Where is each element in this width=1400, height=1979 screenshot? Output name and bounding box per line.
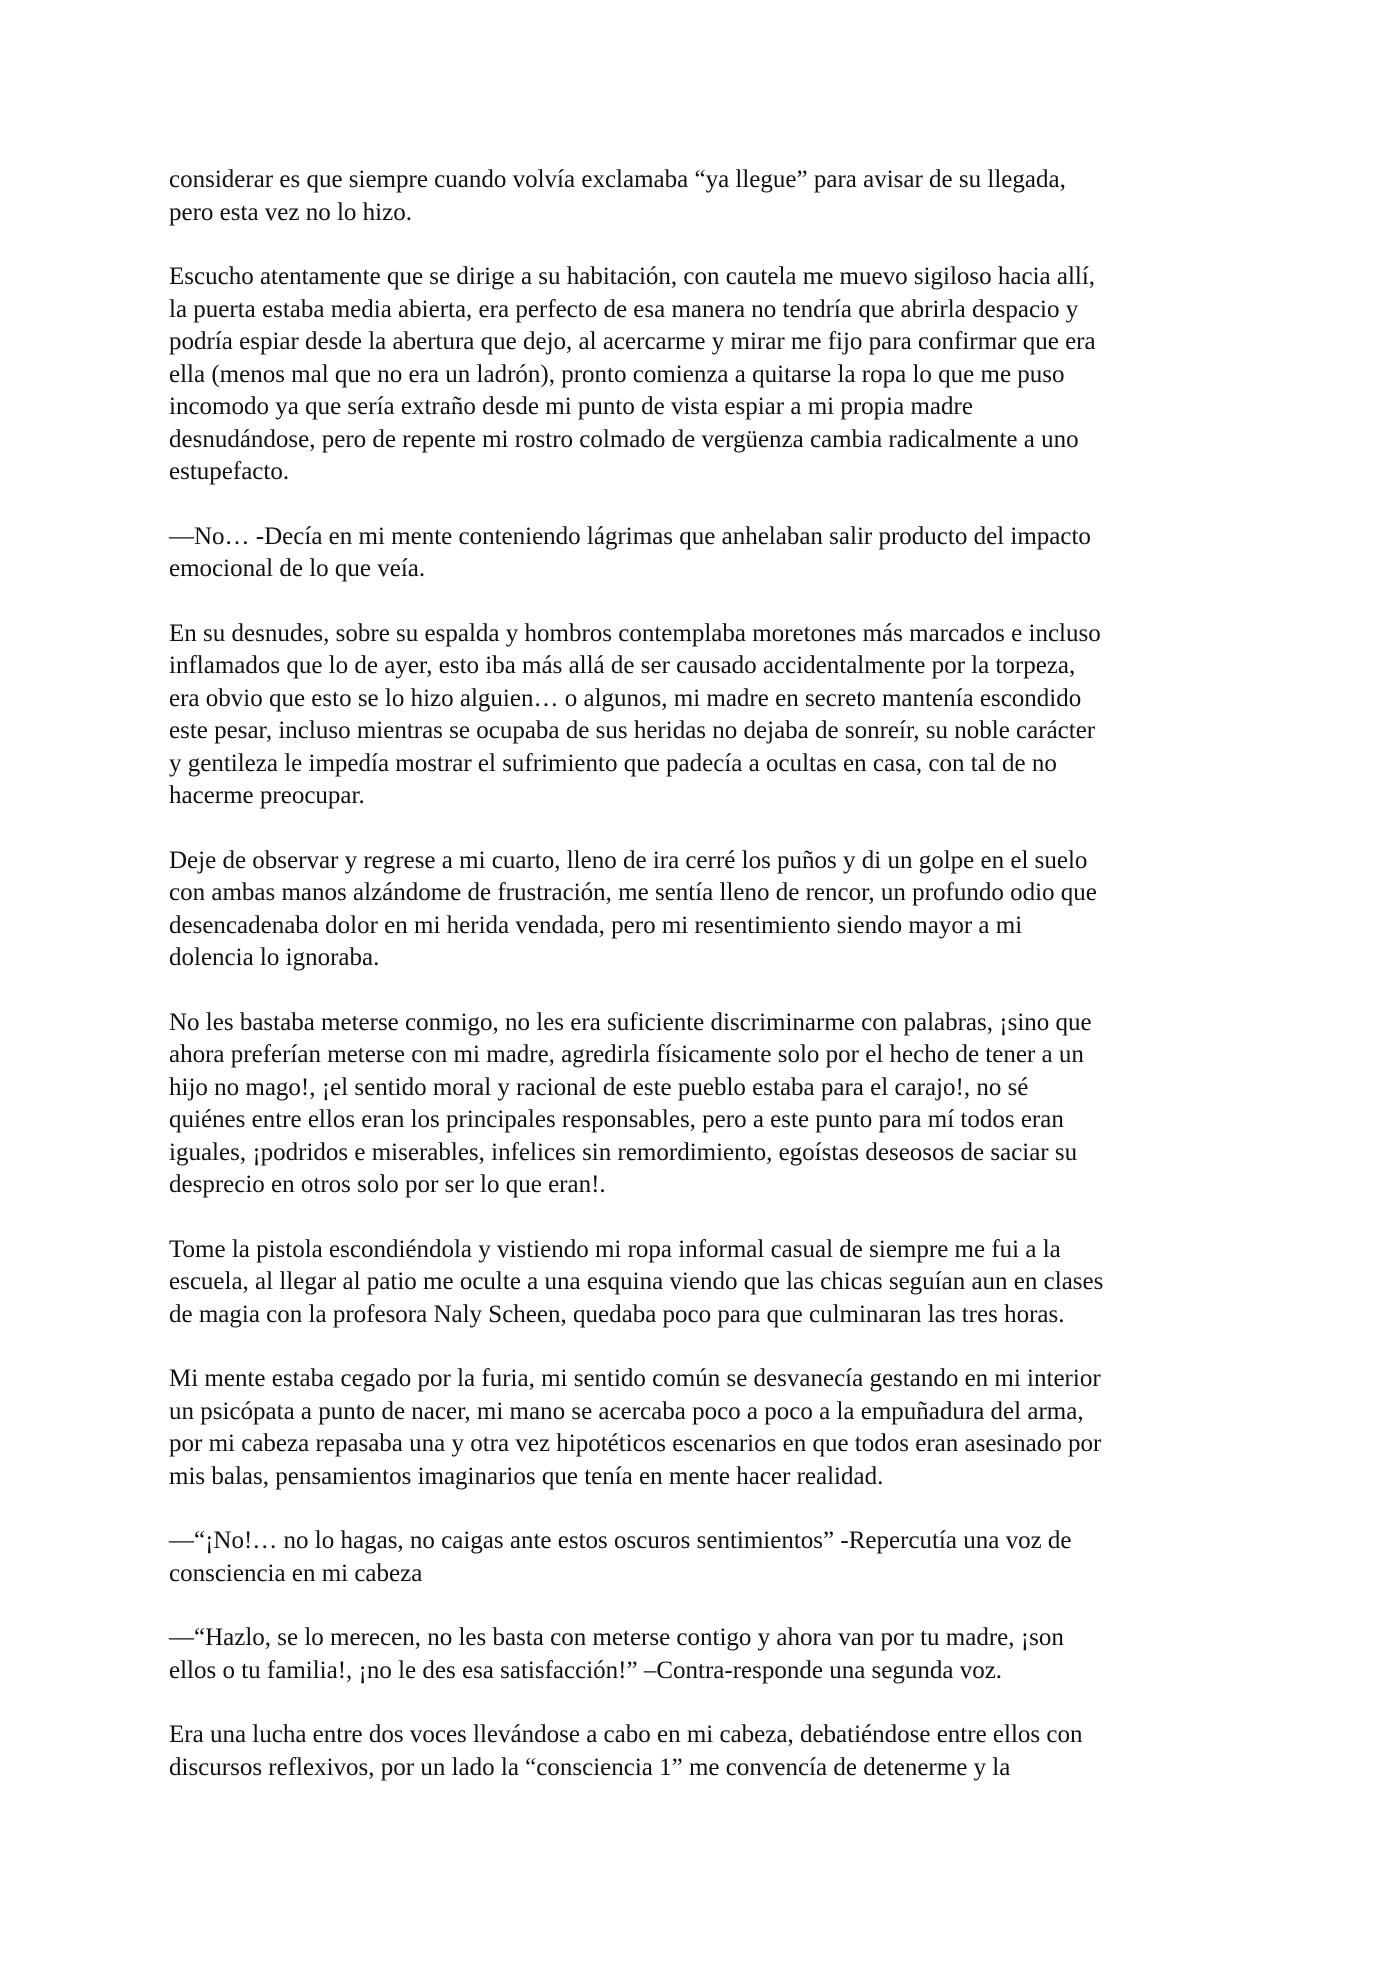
text-line: iguales, ¡podridos e miserables, infelices sin remordimiento, egoístas deseosos de saciar su (169, 1138, 1078, 1166)
text-line: No les bastaba meterse conmigo, no les era suficiente discriminarme con palabras, ¡sino que (169, 1008, 1092, 1036)
text-line: desprecio en otros solo por ser lo que eran!. (169, 1171, 606, 1198)
text-line: por mi cabeza repasaba una y otra vez hipotéticos escenarios en que todos eran asesinado por (169, 1430, 1102, 1457)
text-line: con ambas manos alzándome de frustración, me sentía lleno de rencor, un profundo odio que (169, 879, 1097, 906)
text-line: ella (menos mal que no era un ladrón), pronto comienza a quitarse la ropa lo que me puso (169, 360, 1065, 388)
text-line: incomodo ya que sería extraño desde mi punto de vista espiar a mi propia madre (169, 393, 973, 420)
text-line: considerar es que siempre cuando volvía exclamaba “ya llegue” para avisar de su llegada, (169, 166, 1066, 193)
paragraph (169, 1525, 1239, 1590)
text-line: y gentileza le impedía mostrar el sufrimiento que padecía a ocultas en casa, con tal de no (169, 749, 1057, 777)
text-line: —“Hazlo, se lo merecen, no les basta con meterse contigo y ahora van por tu madre, ¡son (169, 1624, 1064, 1651)
text-line: Era una lucha entre dos voces llevándose a cabo en mi cabeza, debatiéndose entre ellos con (169, 1721, 1083, 1748)
text-line: Tome la pistola escondiéndola y vistiendo mi ropa informal casual de siempre me fui a la (169, 1235, 1061, 1263)
text-line: era obvio que esto se lo hizo alguien… o algunos, mi madre en secreto mantenía escondido (169, 684, 1082, 712)
text-line: desencadenaba dolor en mi herida vendada, pero mi resentimiento siendo mayor a mi (169, 911, 1023, 939)
text-line: escuela, al llegar al patio me oculte a una esquina viendo que las chicas seguían aun en clases (169, 1268, 1104, 1295)
text-line: desnudándose, pero de repente mi rostro colmado de vergüenza cambia radicalmente a uno (169, 425, 1079, 453)
text-line: —No… -Decía en mi mente conteniendo lágrimas que anhelaban salir producto del impacto (169, 522, 1091, 550)
paragraph (169, 1719, 1239, 1784)
text-line: inflamados que lo de ayer, esto iba más allá de ser causado accidentalmente por la torpeza, (169, 652, 1076, 679)
text-line: emocional de lo que veía. (169, 555, 426, 582)
paragraph (169, 1622, 1239, 1687)
text-line: Deje de observar y regrese a mi cuarto, lleno de ira cerré los puños y di un golpe en el suelo (169, 846, 1088, 874)
paragraph (169, 1007, 1239, 1202)
text-line: consciencia en mi cabeza (169, 1559, 423, 1587)
text-line: pero esta vez no lo hizo. (169, 198, 412, 226)
text-line: hacerme preocupar. (169, 782, 365, 809)
paragraph (169, 1363, 1239, 1493)
document-body (169, 164, 1239, 1816)
text-line: Escucho atentamente que se dirige a su habitación, con cautela me muevo sigiloso hacia allí, (169, 263, 1096, 290)
text-line: dolencia lo ignoraba. (169, 944, 380, 971)
paragraph (169, 618, 1239, 813)
text-line: la puerta estaba media abierta, era perfecto de esa manera no tendría que abrirla despacio y (169, 295, 1079, 323)
text-line: de magia con la profesora Naly Scheen, quedaba poco para que culminaran las tres horas. (169, 1300, 1065, 1328)
paragraph (169, 164, 1239, 229)
paragraph (169, 1234, 1239, 1332)
paragraph (169, 261, 1239, 489)
text-line: podría espiar desde la abertura que dejo, al acercarme y mirar me fijo para confirmar que era (169, 328, 1096, 355)
text-line: Mi mente estaba cegado por la furia, mi sentido común se desvanecía gestando en mi interior (169, 1365, 1101, 1392)
paragraph (169, 845, 1239, 975)
text-line: mis balas, pensamientos imaginarios que tenía en mente hacer realidad. (169, 1462, 884, 1490)
text-line: hijo no mago!, ¡el sentido moral y racional de este pueblo estaba para el carajo!, no sé (169, 1073, 1029, 1101)
text-line: ellos o tu familia!, ¡no le des esa satisfacción!” –Contra-responde una segunda voz. (169, 1656, 1003, 1684)
text-line: un psicópata a punto de nacer, mi mano se acercaba poco a poco a la empuñadura del arma, (169, 1397, 1084, 1425)
text-line: —“¡No!… no lo hagas, no caigas ante estos oscuros sentimientos” -Repercutía una voz de (169, 1527, 1072, 1554)
text-line: este pesar, incluso mientras se ocupaba de sus heridas no dejaba de sonreír, su noble carácter (169, 717, 1096, 744)
paragraph (169, 521, 1239, 586)
text-line: discursos reflexivos, por un lado la “consciencia 1” me convencía de detenerme y la (169, 1753, 1011, 1781)
text-line: estupefacto. (169, 458, 290, 485)
text-line: quiénes entre ellos eran los principales responsables, pero a este punto para mí todos eran (169, 1106, 1064, 1133)
text-line: En su desnudes, sobre su espalda y hombros contemplaba moretones más marcados e incluso (169, 619, 1101, 647)
text-line: ahora preferían meterse con mi madre, agredirla físicamente solo por el hecho de tener a un (169, 1041, 1084, 1068)
